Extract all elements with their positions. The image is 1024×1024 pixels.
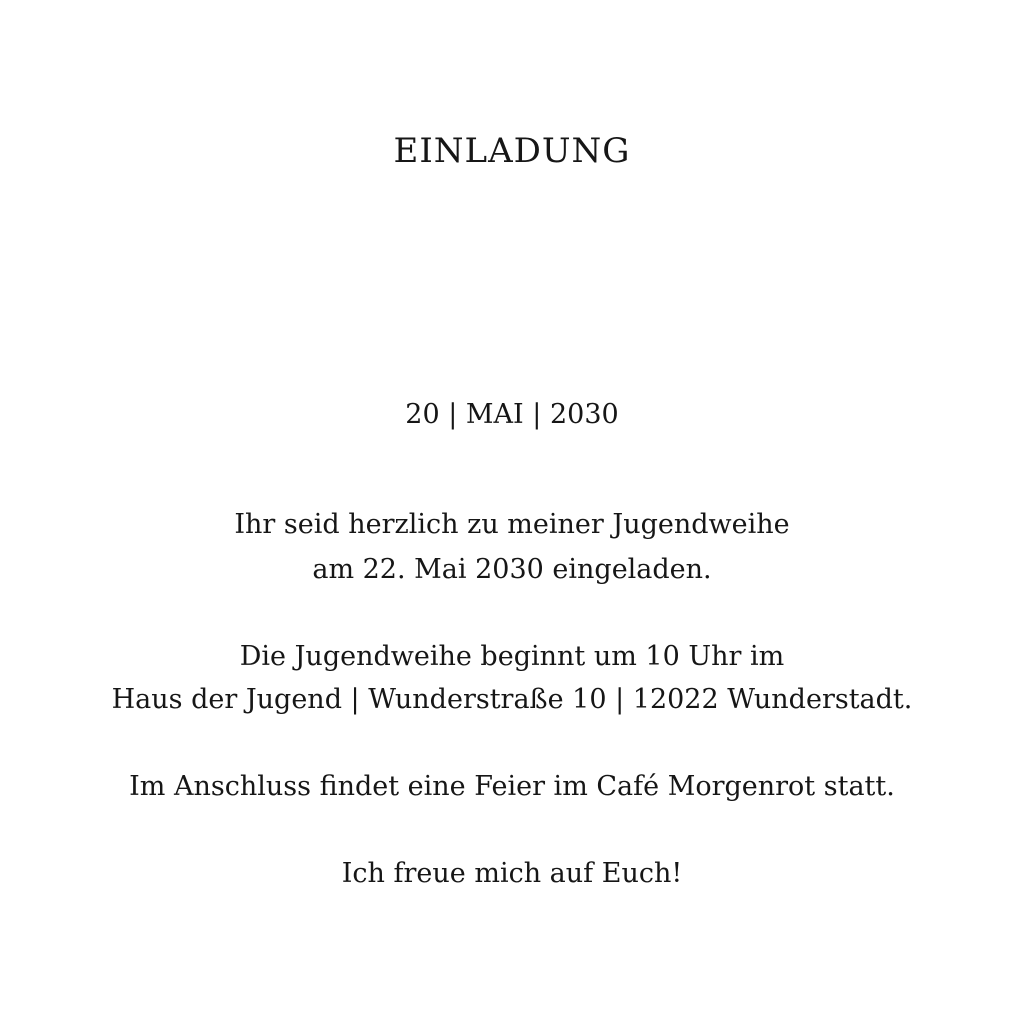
closing-line: Ich freue mich auf Euch!: [341, 858, 683, 889]
invitation-paragraph-1-line-2: am 22. Mai 2030 eingeladen.: [312, 554, 712, 585]
event-date: 20 | MAI | 2030: [405, 399, 619, 430]
ceremony-address-line: Haus der Jugend | Wunderstraße 10 | 12022 Wunderstadt.: [111, 684, 913, 715]
invitation-paragraph-1-line-1: Ihr seid herzlich zu meiner Jugendweihe: [234, 509, 790, 540]
ceremony-paragraph-line-1: Die Jugendweihe beginnt um 10 Uhr im: [239, 641, 785, 672]
celebration-paragraph: Im Anschluss findet eine Feier im Café Morgenrot statt.: [129, 771, 895, 802]
invitation-title: EINLADUNG: [393, 131, 631, 171]
